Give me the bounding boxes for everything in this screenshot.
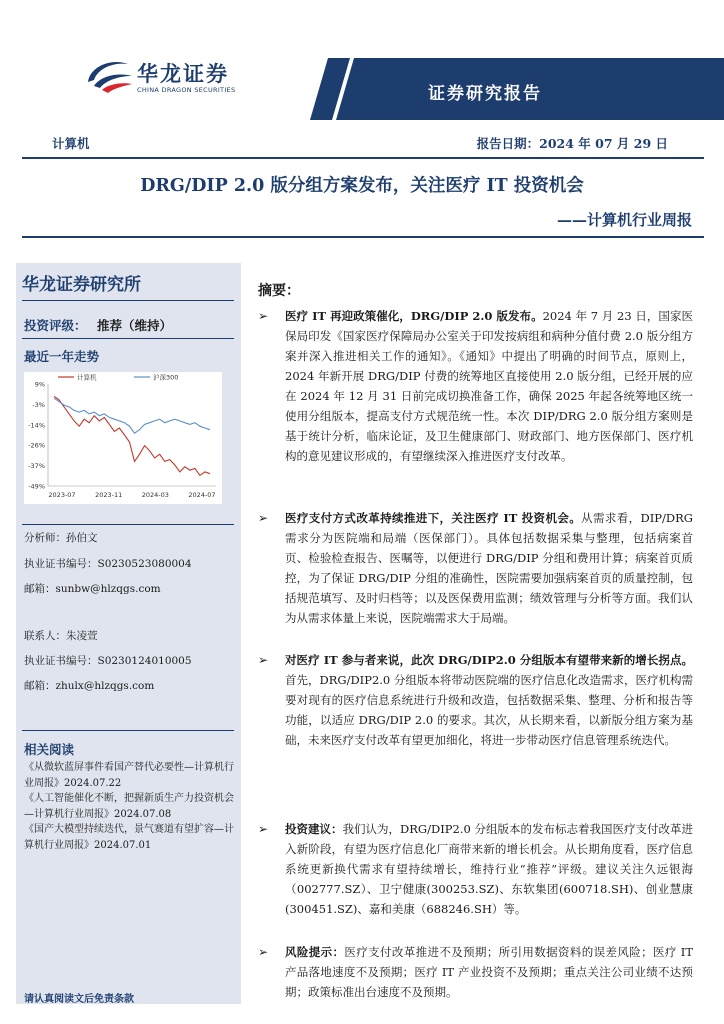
trend-label: 最近一年走势: [24, 349, 100, 364]
x-tick-label: 2023-11: [95, 491, 123, 499]
related-reading-list: [24, 760, 236, 853]
bullet-body: 我们认为，DRG/DIP2.0 分组版本的发布标志着我国医疗支付改革进入新阶段，有望为医疗信息化厂商带来新的增长机会。从长期角度看，医疗信息系统更新换代需求有望持续增长，维持行业“推荐”评级。建议关注久远银海（002777.SZ）、卫宁健康(300253.SZ)、东软集团(600718.SH)、创业慧康(300451.SZ)、嘉和美康（688246.SH）等。: [285, 822, 694, 916]
x-tick-label: 2023-07: [48, 491, 76, 499]
sidebar-divider: [22, 524, 234, 525]
y-tick-label: -26%: [28, 441, 45, 450]
industry-label: 计算机: [52, 136, 90, 151]
rating-value: 推荐（维持）: [97, 318, 173, 333]
bullet-heading: 医疗支付方式改革持续推进下，关注医疗 IT 投资机会。: [285, 511, 582, 525]
sidebar-divider: [22, 338, 234, 339]
legend-label: 计算机: [77, 373, 97, 382]
related-item: 《从微软蓝屏事件看国产替代必要性—计算机行业周报》2024.07.22: [24, 762, 234, 789]
y-tick-label: 9%: [34, 380, 45, 389]
contact-email: 邮箱：zhulx@hlzqgs.com: [24, 680, 155, 692]
report-subtitle: ——计算机行业周报: [556, 211, 692, 229]
bullet-heading: 医疗 IT 再迎政策催化，DRG/DIP 2.0 版发布。: [285, 309, 543, 323]
brand-name: 华龙证券: [137, 62, 229, 86]
related-item: 《人工智能催化不断，把握新质生产力投资机会—计算机行业周报》2024.07.08: [24, 793, 234, 820]
bullet-body: 从需求看，DIP/DRG 需求分为医院端和局端（医保部门）。具体包括数据采集与整理，包括病案首页、检验检查报告、医嘱等，以便进行 DRG/DIP 分组和费用计算；病案首页质控，为了保证 DRG/DIP 分组的准确性，医院需要加强病案首页的质量控制，包括规范填写、及时归档等；以及医保费用监测；绩效管理与分析等方面。我们认为从需求体量上来说，医院端需求大于局端。: [285, 511, 693, 625]
bullet-arrow-icon: ➢: [258, 309, 269, 323]
analyst-cert: 执业证书编号：S0230523080004: [24, 558, 192, 570]
bullet-arrow-icon: ➢: [258, 945, 269, 959]
disclaimer-note: 请认真阅读文后免责条款: [24, 994, 134, 1005]
brand-name-en: CHINA DRAGON SECURITIES: [137, 86, 236, 94]
series-line: [54, 398, 210, 433]
report-type-label: 证券研究报告: [428, 84, 542, 104]
y-tick-label: -49%: [28, 482, 45, 491]
bullet-heading: 对医疗 IT 参与者来说，此次 DRG/DIP2.0 分组版本有望带来新的增长拐点。: [285, 653, 693, 667]
summary-bullet: [285, 508, 693, 628]
sidebar-divider: [22, 300, 234, 301]
summary-bullet: [285, 942, 693, 1002]
title-divider: [22, 236, 704, 238]
institute-name: 华龙证券研究所: [22, 275, 141, 295]
bullet-body: 医疗支付改革推进不及预期；所引用数据资料的误差风险；医疗 IT 产品落地速度不及预期；医疗 IT 产业投资不及预期；重点关注公司业绩不达预期；政策标准出台速度不及预期。: [285, 945, 693, 999]
bullet-arrow-icon: ➢: [258, 822, 269, 836]
summary-bullet: [285, 650, 693, 750]
legend-label: 沪深300: [153, 373, 179, 382]
trend-chart: [24, 372, 222, 504]
bullet-body: 首先，DRG/DIP2.0 分组版本将带动医院端的医疗信息化改造需求，医疗机构需要对现有的医疗信息系统进行升级和改造，包括数据采集、整理、分析和报告等功能，以适应 DRG/DIP 2.0 的要求。其次，从长期来看，以新版分组方案为基础，未来医疗支付改革有望更加细化，将进一步带动医疗信息管理系统迭代。: [285, 673, 693, 747]
x-tick-label: 2024-07: [188, 491, 216, 499]
bullet-heading: 风险提示：: [285, 945, 345, 959]
bullet-arrow-icon: ➢: [258, 511, 269, 525]
x-tick-label: 2024-03: [141, 491, 169, 499]
rating-label: 投资评级：: [24, 318, 87, 333]
company-logo-icon: [84, 56, 136, 96]
y-tick-label: -14%: [28, 421, 45, 430]
summary-bullet: [285, 819, 693, 919]
contact-name: 联系人：朱凌萱: [24, 630, 98, 642]
analyst-email: 邮箱：sunbw@hlzqgs.com: [24, 583, 161, 595]
bullet-body: 2024 年 7 月 23 日，国家医保局印发《国家医疗保障局办公室关于印发按病组和病种分值付费 2.0 版分组方案并深入推进相关工作的通知》。《通知》中提出了明确的时间节点，原则上，2024 年新开展 DRG/DIP 付费的统筹地区直接使用 2.0 版分组，已经开展的应在 2024 年 12 月 31 日前完成切换准备工作，确保 2025 年起各统筹地区统一使用分组版本，提高支付方式规范统一性。本次 DIP/DRG 2.0 版分组方案则是基于统计分析，临床论证，及卫生健康部门、财政部门、地方医保部门、医疗机构的意见建议形成的，有望继续深入推进医疗支付改革。: [285, 309, 693, 463]
contact-cert: 执业证书编号：S0230124010005: [24, 655, 192, 667]
report-title: DRG/DIP 2.0 版分组方案发布，关注医疗 IT 投资机会: [140, 176, 584, 196]
analyst-name: 分析师：孙伯文: [24, 532, 98, 544]
y-tick-label: -37%: [28, 462, 45, 471]
summary-heading: 摘要：: [258, 283, 300, 299]
related-item: 《国产大模型持续迭代，景气赛道有望扩容—计算机行业周报》2024.07.01: [24, 824, 234, 851]
series-line: [54, 396, 210, 475]
summary-bullet: [285, 306, 693, 466]
header-divider: [22, 157, 704, 159]
y-tick-label: -3%: [32, 400, 45, 409]
sidebar-divider: [22, 730, 234, 731]
related-reading-label: 相关阅读: [24, 742, 75, 757]
trend-chart-svg: [24, 372, 222, 504]
report-date: 报告日期：2024 年 07 月 29 日: [476, 136, 668, 151]
bullet-arrow-icon: ➢: [258, 653, 269, 667]
bullet-heading: 投资建议：: [285, 822, 343, 836]
